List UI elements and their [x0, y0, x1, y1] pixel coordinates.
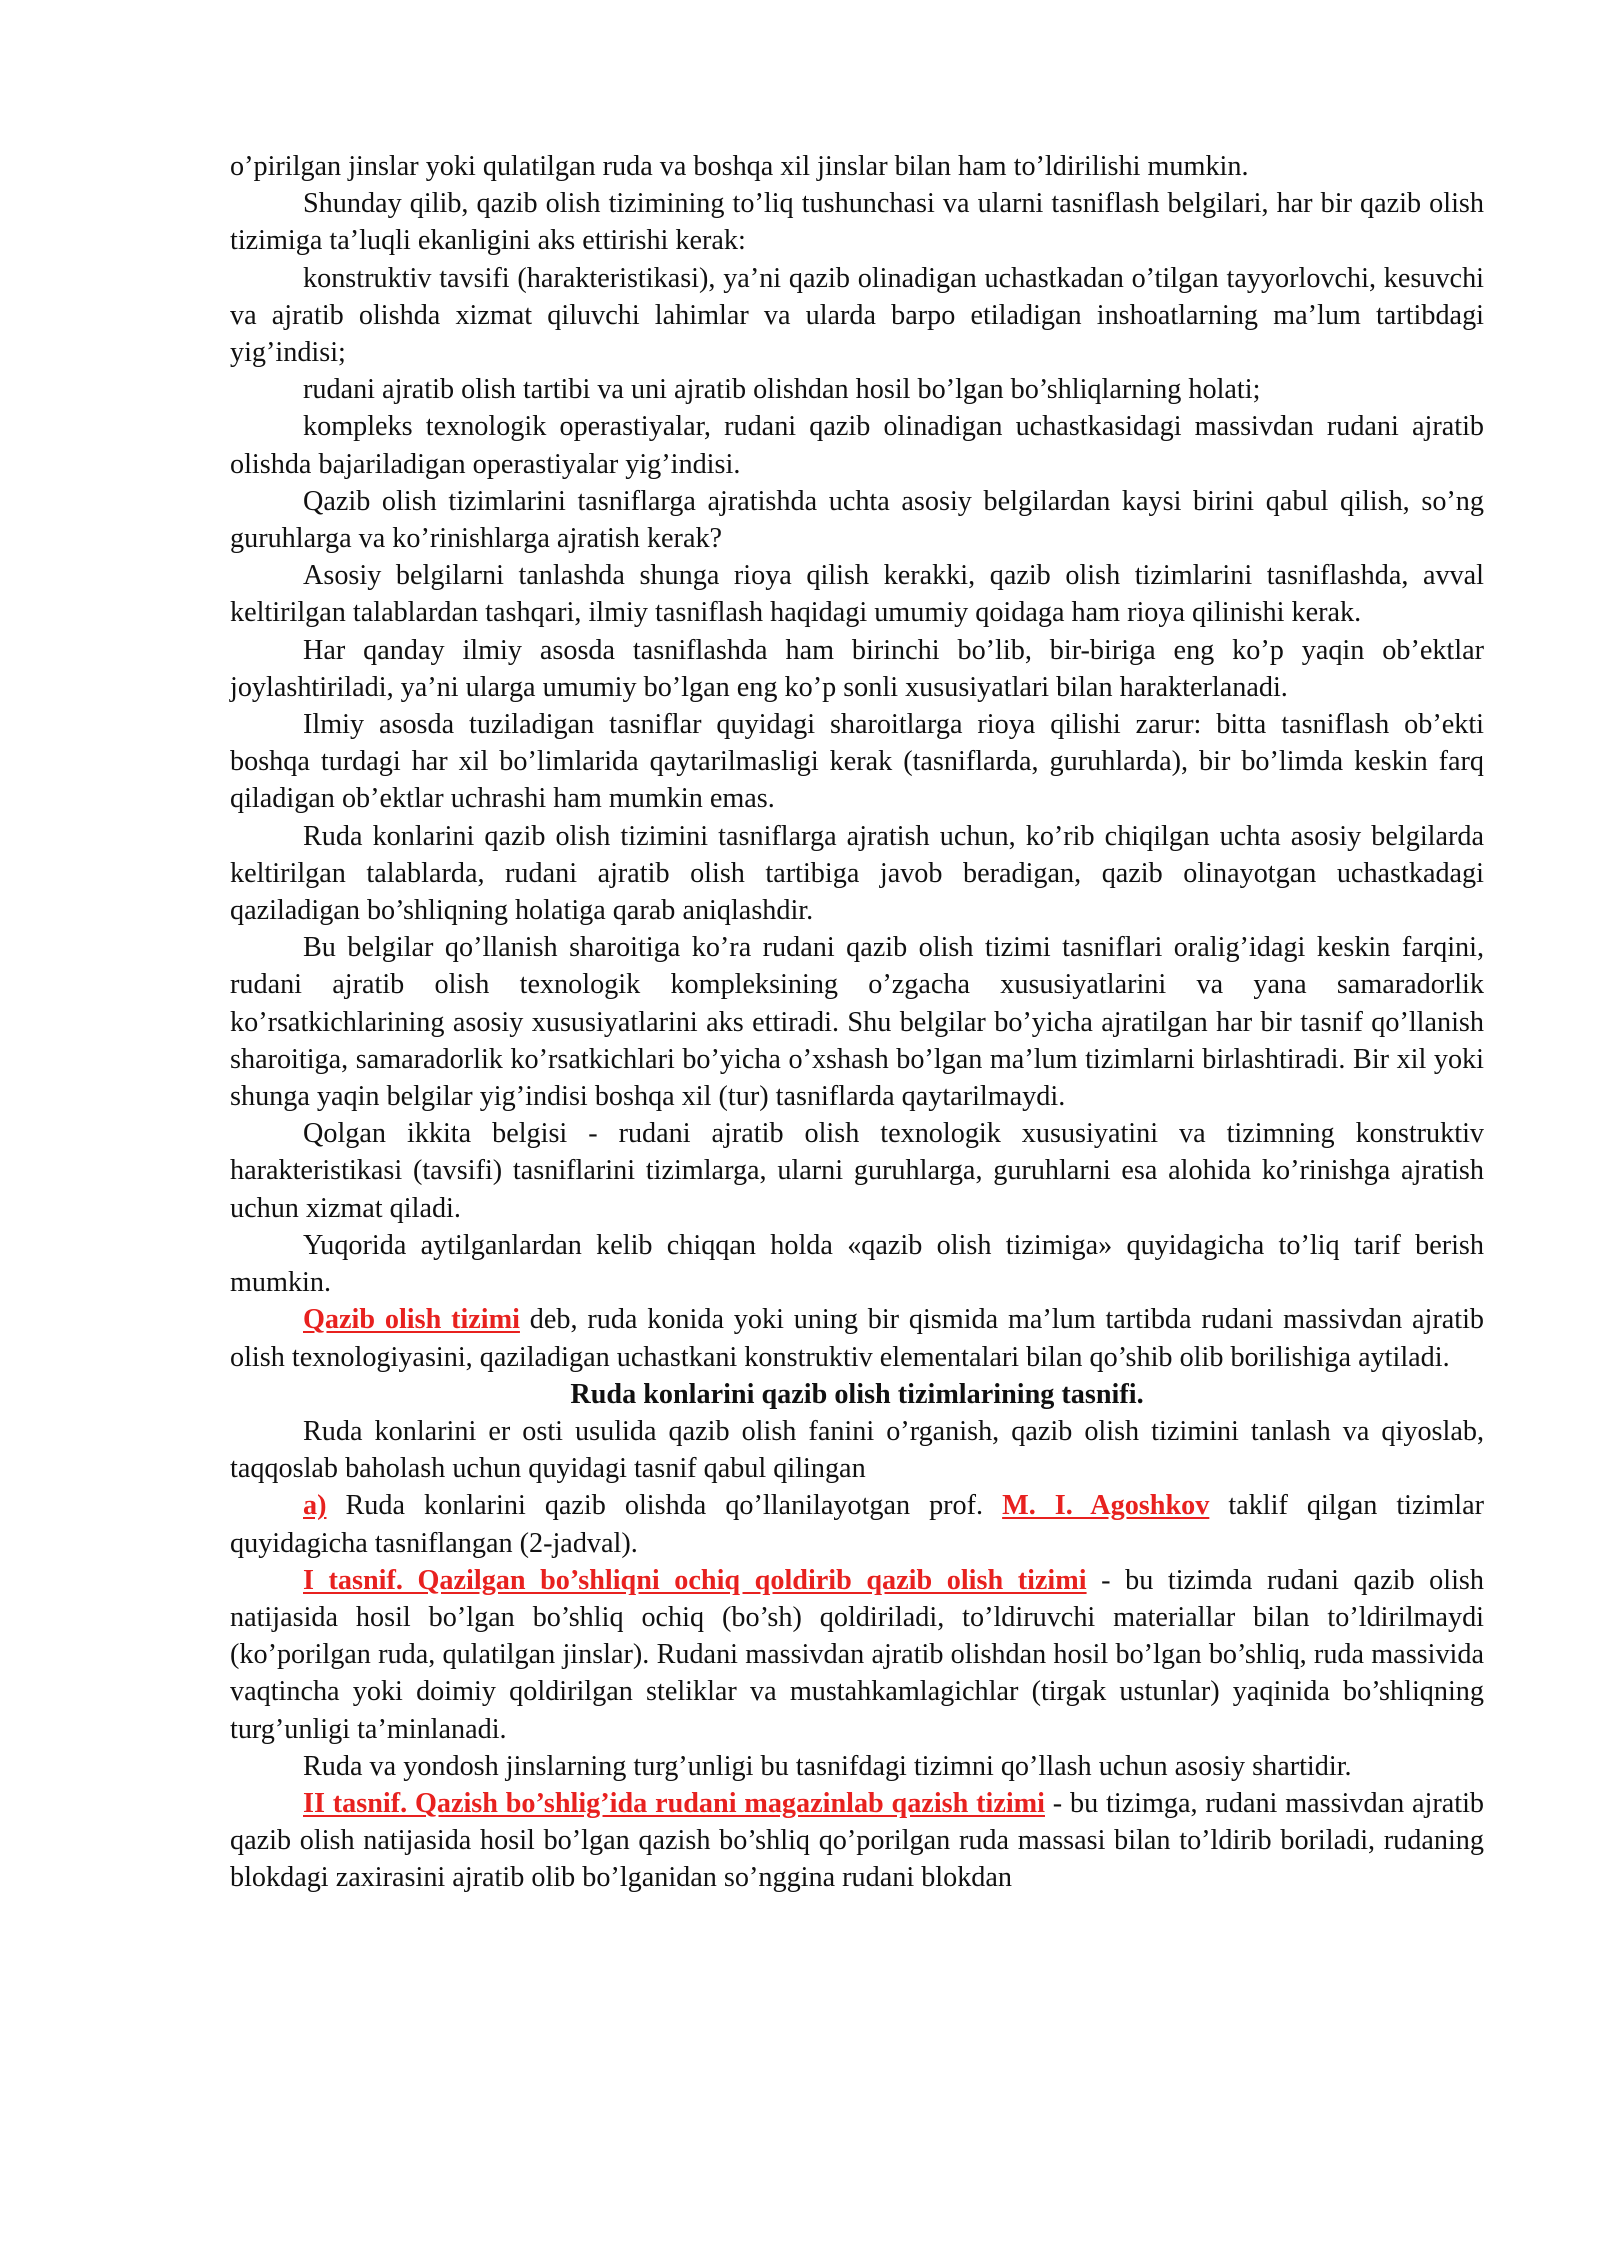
paragraph: Ruda konlarini qazib olish tizimini tasniflarga ajratish uchun, ko’rib chiqilgan uchta asosiy belgilarda keltirilgan talablarda, rudani ajratib olish tartibiga javob beradigan, qazib olinayotgan uchastkadagi qaziladigan bo’shliqning holatiga qarab aniqlashdir.: [230, 820, 1484, 927]
highlighted-class-title: I tasnif. Qazilgan bo’shliqni ochiq qoldirib qazib olish tizimi: [303, 1564, 1087, 1596]
paragraph: o’pirilgan jinslar yoki qulatilgan ruda va boshqa xil jinslar bilan ham to’ldirilishi mumkin.: [230, 151, 1249, 182]
paragraph: Qazib olish tizimlarini tasniflarga ajratishda uchta asosiy belgilardan kaysi birini qabul qilish, so’ng guruhlarga va ko’rinishlarga ajratish kerak?: [230, 485, 1484, 555]
highlighted-marker: a): [303, 1490, 327, 1522]
section-heading: Ruda konlarini qazib olish tizimlarining tasnifi.: [570, 1378, 1144, 1410]
highlighted-term: Qazib olish tizimi: [303, 1304, 520, 1336]
paragraph: kompleks texnologik operastiyalar, rudani qazib olinadigan uchastkasidagi massivdan rudani ajratib olishda bajariladigan operastiyalar yig’indisi.: [230, 411, 1484, 480]
paragraph: Qolgan ikkita belgisi - rudani ajratib olish texnologik xususiyatini va tizimning konstruktiv harakteristikasi (tavsifi) tasniflarini tizimlarga, ularni guruhlarga, guruhlarni esa alohida ko’rinishga ajratish uchun xizmat qiladi.: [230, 1118, 1484, 1224]
document-body: [230, 148, 1484, 1897]
paragraph: a) Ruda konlarini qazib olishda qo’llanilayotgan prof. M. I. Agoshkov taklif qilgan tizimlar quyidagicha tasniflangan (2-jadval).: [230, 1490, 1484, 1559]
paragraph: Ilmiy asosda tuziladigan tasniflar quyidagi sharoitlarga rioya qilishi zarur: bitta tasniflash ob’ekti boshqa turdagi har xil bo’limlarida qaytarilmasligi kerak (tasniflarda, guruhlarda), bir bo’limda keskin farq qiladigan ob’ektlar uchrashi ham mumkin emas.: [230, 709, 1484, 815]
paragraph: II tasnif. Qazish bo’shlig’ida rudani magazinlab qazish tizimi - bu tizimga, rudani massivdan ajratib qazib olish natijasida hosil bo’lgan qazish bo’shliq qo’porilgan ruda massasi bilan to’ldirib boriladi, rudaning blokdagi zaxirasini ajratib olib bo’lganidan so’nggina rudani blokdan: [230, 1787, 1484, 1894]
paragraph: I tasnif. Qazilgan bo’shliqni ochiq qoldirib qazib olish tizimi - bu tizimda rudani qazib olish natijasida hosil bo’lgan bo’shliq ochiq (bo’sh) qoldiriladi, to’ldiruvchi materiallar bilan to’ldirilmaydi (ko’porilgan ruda, qulatilgan jinslar). Rudani massivdan ajratib olishdan hosil bo’lgan bo’shliq, ruda massivida vaqtincha yoki doimiy qoldirilgan steliklar va mustahkamlagichlar (tirgak ustunlar) yaqinida bo’shliqning turg’unligi ta’minlanadi.: [230, 1564, 1484, 1745]
paragraph: konstruktiv tavsifi (harakteristikasi), ya’ni qazib olinadigan uchastkadan o’tilgan tayyorlovchi, kesuvchi va ajratib olishda xizmat qiluvchi lahimlar va ularda barpo etiladigan inshoatlarning ma’lum tartibdagi yig’indisi;: [230, 262, 1484, 369]
paragraph: Asosiy belgilarni tanlashda shunga rioya qilish kerakki, qazib olish tizimlarini tasniflashda, avval keltirilgan talablardan tashqari, ilmiy tasniflash haqidagi umumiy qoidaga ham rioya qilinishi kerak.: [230, 560, 1484, 629]
paragraph: Bu belgilar qo’llanish sharoitiga ko’ra rudani qazib olish tizimi tasniflari oralig’idagi keskin farqini, rudani ajratib olish texnologik kompleksining o’zgacha xususiyatlarini va yana samaradorlik ko’rsatkichlarining asosiy xususiyatlarini aks ettiradi. Shu belgilar bo’yicha ajratilgan har bir tasnif qo’llanish sharoitiga, samaradorlik ko’rsatkichlari bo’yicha o’xshash bo’lgan ma’lum tizimlarni birlashtiradi. Bir xil yoki shunga yaqin belgilar yig’indisi boshqa xil (tur) tasniflarda qaytarilmaydi.: [230, 932, 1484, 1113]
paragraph: Shunday qilib, qazib olish tizimining to’liq tushunchasi va ularni tasniflash belgilari, har bir qazib olish tizimiga ta’luqli ekanligini aks ettirishi kerak:: [230, 188, 1484, 257]
paragraph: Ruda konlarini er osti usulida qazib olish fanini o’rganish, qazib olish tizimini tanlash va qiyoslab, taqqoslab baholash uchun quyidagi tasnif qabul qilingan: [230, 1415, 1484, 1485]
definition-paragraph: Qazib olish tizimi deb, ruda konida yoki uning bir qismida ma’lum tartibda rudani massivdan ajratib olish texnologiyasini, qaziladigan uchastkani konstruktiv elementalari bilan qo’shib olib borilishiga aytiladi.: [230, 1304, 1484, 1373]
highlighted-author: M. I. Agoshkov: [1002, 1490, 1210, 1522]
paragraph: Yuqorida aytilganlardan kelib chiqqan holda «qazib olish tizimiga» quyidagicha to’liq tarif berish mumkin.: [230, 1229, 1484, 1299]
paragraph: Har qanday ilmiy asosda tasniflashda ham birinchi bo’lib, bir-biriga eng ko’p yaqin ob’ektlar joylashtiriladi, ya’ni ularga umumiy bo’lgan eng ko’p sonli xususiyatlari bilan harakterlanadi.: [230, 634, 1484, 703]
highlighted-class-title: II tasnif. Qazish bo’shlig’ida rudani magazinlab qazish tizimi: [303, 1787, 1045, 1819]
paragraph: rudani ajratib olish tartibi va uni ajratib olishdan hosil bo’lgan bo’shliqlarning holati;: [303, 374, 1261, 406]
paragraph: Ruda va yondosh jinslarning turg’unligi bu tasnifdagi tizimni qo’llash uchun asosiy shartidir.: [303, 1750, 1352, 1782]
